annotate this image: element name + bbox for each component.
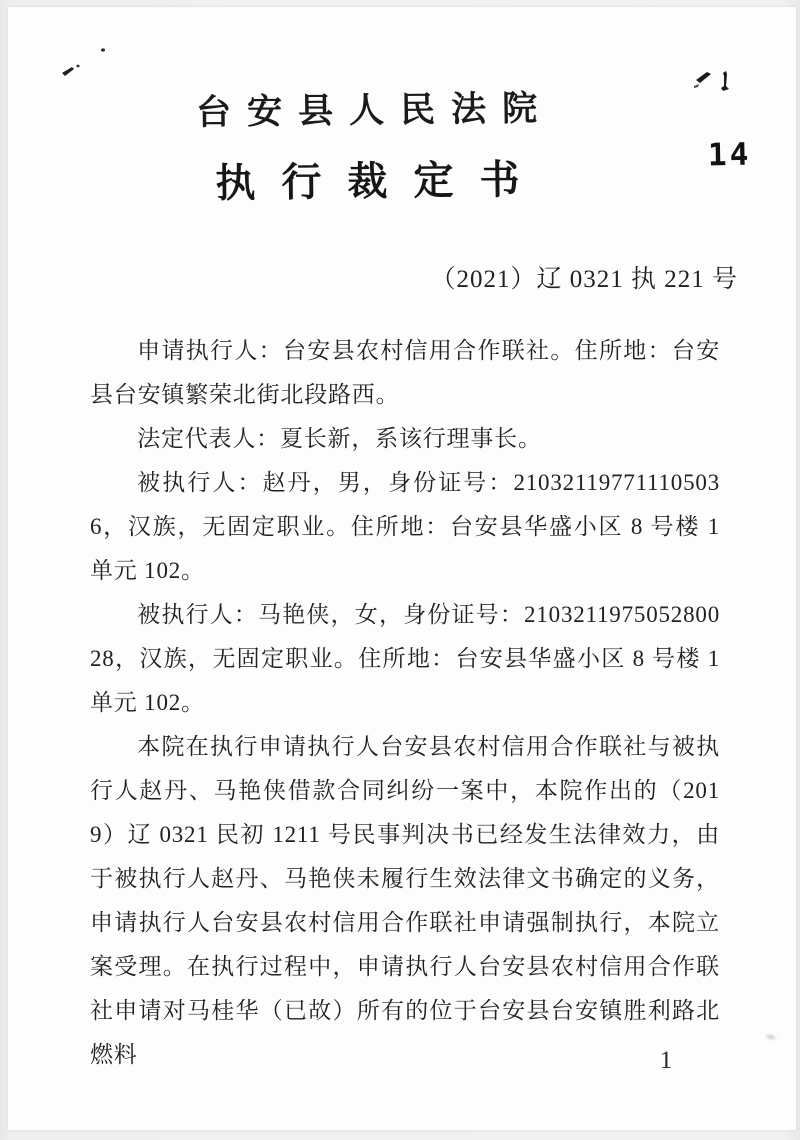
case-number: （2021）辽 0321 执 221 号 — [430, 266, 738, 293]
document-header — [7, 79, 726, 212]
document-page — [8, 7, 796, 1130]
paragraph-legal-representative: 法定代表人：夏长新，系该行理事长。 — [137, 426, 542, 451]
paragraph-case-background: 本院在执行申请执行人台安县农村信用合作联社与被执行人赵丹、马艳侠借款合同纠纷一案中，本院作出的（2019）辽 0321 民初 1211 号民事判决书已经发生法律效力，由于被执行人赵丹、马艳侠未履行生效法律文书确定的义务，申请执行人台安县农村信用合作联社申请强制执行，本院立案受理。在执行过程中，申请执行人台安县农村信用合作联社申请对马桂华（已故）所有的位于台安县台安镇胜利路北燃料 — [90, 734, 720, 1067]
court-name: 台安县人民法院 — [195, 88, 554, 133]
page-number: 1 — [659, 1047, 673, 1074]
scan-smudge — [763, 1032, 778, 1043]
ink-specks-top-left — [48, 37, 118, 82]
document-body — [90, 329, 720, 1077]
paragraph-respondent-2: 被执行人：马艳侠，女，身份证号：210321197505280028，汉族，无固定职业。住所地：台安县华盛小区 8 号楼 1 单元 102。 — [90, 602, 720, 715]
document-title: 执行裁定书 — [215, 156, 546, 206]
paragraph-applicant: 申请执行人：台安县农村信用合作联社。住所地：台安县台安镇繁荣北街北段路西。 — [90, 338, 720, 407]
handwritten-corner-number: 14 — [707, 136, 752, 174]
paragraph-respondent-1: 被执行人：赵丹，男，身份证号：210321197711105036，汉族，无固定职业。住所地：台安县华盛小区 8 号楼 1 单元 102。 — [90, 470, 720, 583]
